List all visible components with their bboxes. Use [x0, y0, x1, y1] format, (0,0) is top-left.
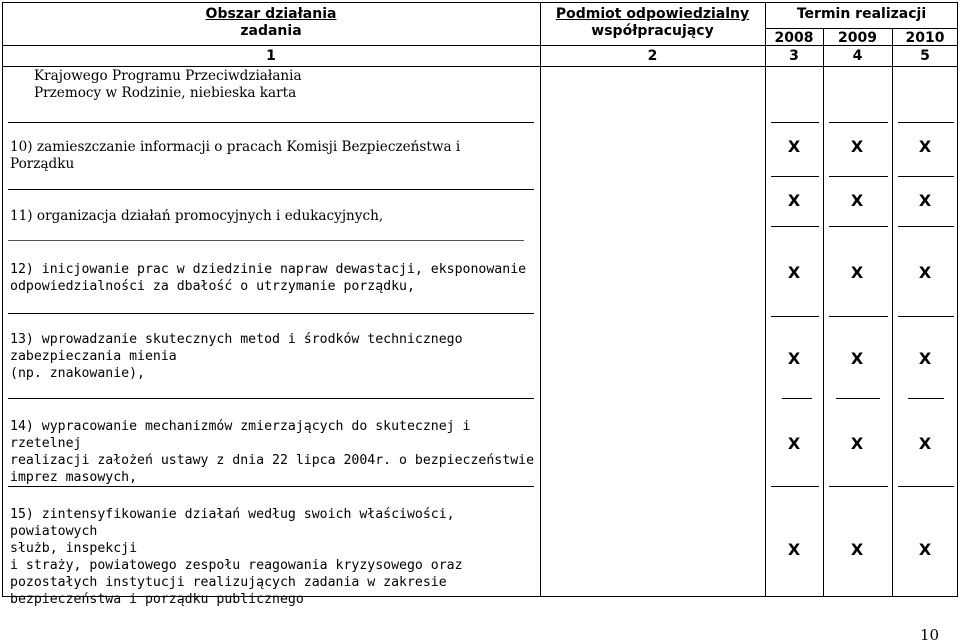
col2-title-line2: współpracujący — [591, 23, 714, 39]
mark-2009: X — [850, 263, 864, 282]
mark-2009: X — [850, 434, 864, 453]
column-number-5: 5 — [920, 48, 930, 64]
page-number: 10 — [920, 626, 940, 644]
year-separator — [771, 122, 819, 123]
mark-2009: X — [850, 191, 864, 210]
year-separator — [829, 486, 888, 487]
divider-col4-col5 — [892, 28, 893, 597]
task-row-12: 12) inicjowanie prac w dziedzinie napraw dewastacji, eksponowanie odpowiedzialności za dbałość o utrzymanie porządku, — [10, 262, 527, 294]
row-separator — [8, 122, 534, 123]
column-number-4: 4 — [852, 48, 863, 64]
year-separator — [771, 226, 819, 227]
divider-col1-col2 — [540, 2, 541, 597]
year-separator — [836, 398, 880, 399]
mark-2009: X — [850, 349, 864, 368]
divider-col3-col4 — [823, 28, 824, 597]
col1-title-line2: zadania — [240, 23, 302, 39]
col3-title: Termin realizacji — [796, 6, 927, 22]
year-separator — [829, 176, 888, 177]
column-number-2: 2 — [647, 48, 658, 64]
mark-2008: X — [787, 191, 801, 210]
year-separator — [898, 316, 954, 317]
table-border-left — [2, 2, 3, 597]
task-row-14: 14) wypracowanie mechanizmów zmierzających do skutecznej i rzetelnej realizacji założeń ustawy z dnia 22 lipca 2004r. o bezpieczeństwie imprez masowych, — [10, 419, 535, 485]
mark-2008: X — [787, 540, 801, 559]
header-line-termin — [765, 28, 958, 29]
year-separator — [771, 486, 819, 487]
mark-2008: X — [787, 137, 801, 156]
row-separator — [8, 398, 534, 399]
mark-2008: X — [787, 349, 801, 368]
year-separator — [898, 176, 954, 177]
year-separator — [829, 226, 888, 227]
mark-2010: X — [918, 191, 932, 210]
row-separator — [8, 313, 534, 314]
mark-2010: X — [918, 349, 932, 368]
col1-title-line1: Obszar działania — [205, 6, 337, 22]
col2-title-line1: Podmiot odpowiedzialny — [555, 6, 750, 22]
row-separator — [8, 240, 524, 241]
year-separator — [908, 398, 944, 399]
continuation-text: Krajowego Programu Przeciwdziałania Przemocy w Rodzinie, niebieska karta — [34, 68, 302, 101]
year-separator — [771, 176, 819, 177]
year-separator — [898, 122, 954, 123]
mark-2009: X — [850, 137, 864, 156]
mark-2010: X — [918, 137, 932, 156]
year-separator — [898, 486, 954, 487]
mark-2010: X — [918, 263, 932, 282]
task-row-10: 10) zamieszczanie informacji o pracach Komisji Bezpieczeństwa i Porządku — [10, 139, 461, 172]
year-2009: 2009 — [838, 30, 877, 46]
divider-col2-col3 — [765, 2, 766, 597]
year-separator — [782, 398, 812, 399]
year-separator — [898, 226, 954, 227]
task-row-15: 15) zintensyfikowanie działań według swoich właściwości, powiatowych służb, inspekcji i straży, powiatowego zespołu reagowania kryzysowego oraz pozostałych instytucji realizujących zadania w zakresie bezpieczeństwa i porządku publicznego — [10, 507, 463, 607]
task-row-11: 11) organizacja działań promocyjnych i edukacyjnych, — [10, 208, 384, 224]
row-separator — [8, 486, 534, 487]
mark-2009: X — [850, 540, 864, 559]
column-number-1: 1 — [266, 48, 276, 64]
table-border-right — [957, 2, 958, 597]
year-2008: 2008 — [774, 30, 814, 46]
column-number-3: 3 — [789, 48, 799, 64]
year-separator — [829, 122, 888, 123]
mark-2010: X — [918, 540, 932, 559]
task-row-13: 13) wprowadzanie skutecznych metod i środków technicznego zabezpieczania mienia (np. znakowanie), — [10, 332, 463, 381]
row-separator — [8, 189, 534, 190]
header-line-numbers-bottom — [2, 66, 958, 67]
year-separator — [829, 316, 888, 317]
table-border-top — [2, 2, 958, 3]
year-2010: 2010 — [905, 30, 945, 46]
mark-2008: X — [787, 434, 801, 453]
mark-2008: X — [787, 263, 801, 282]
mark-2010: X — [918, 434, 932, 453]
year-separator — [771, 316, 819, 317]
